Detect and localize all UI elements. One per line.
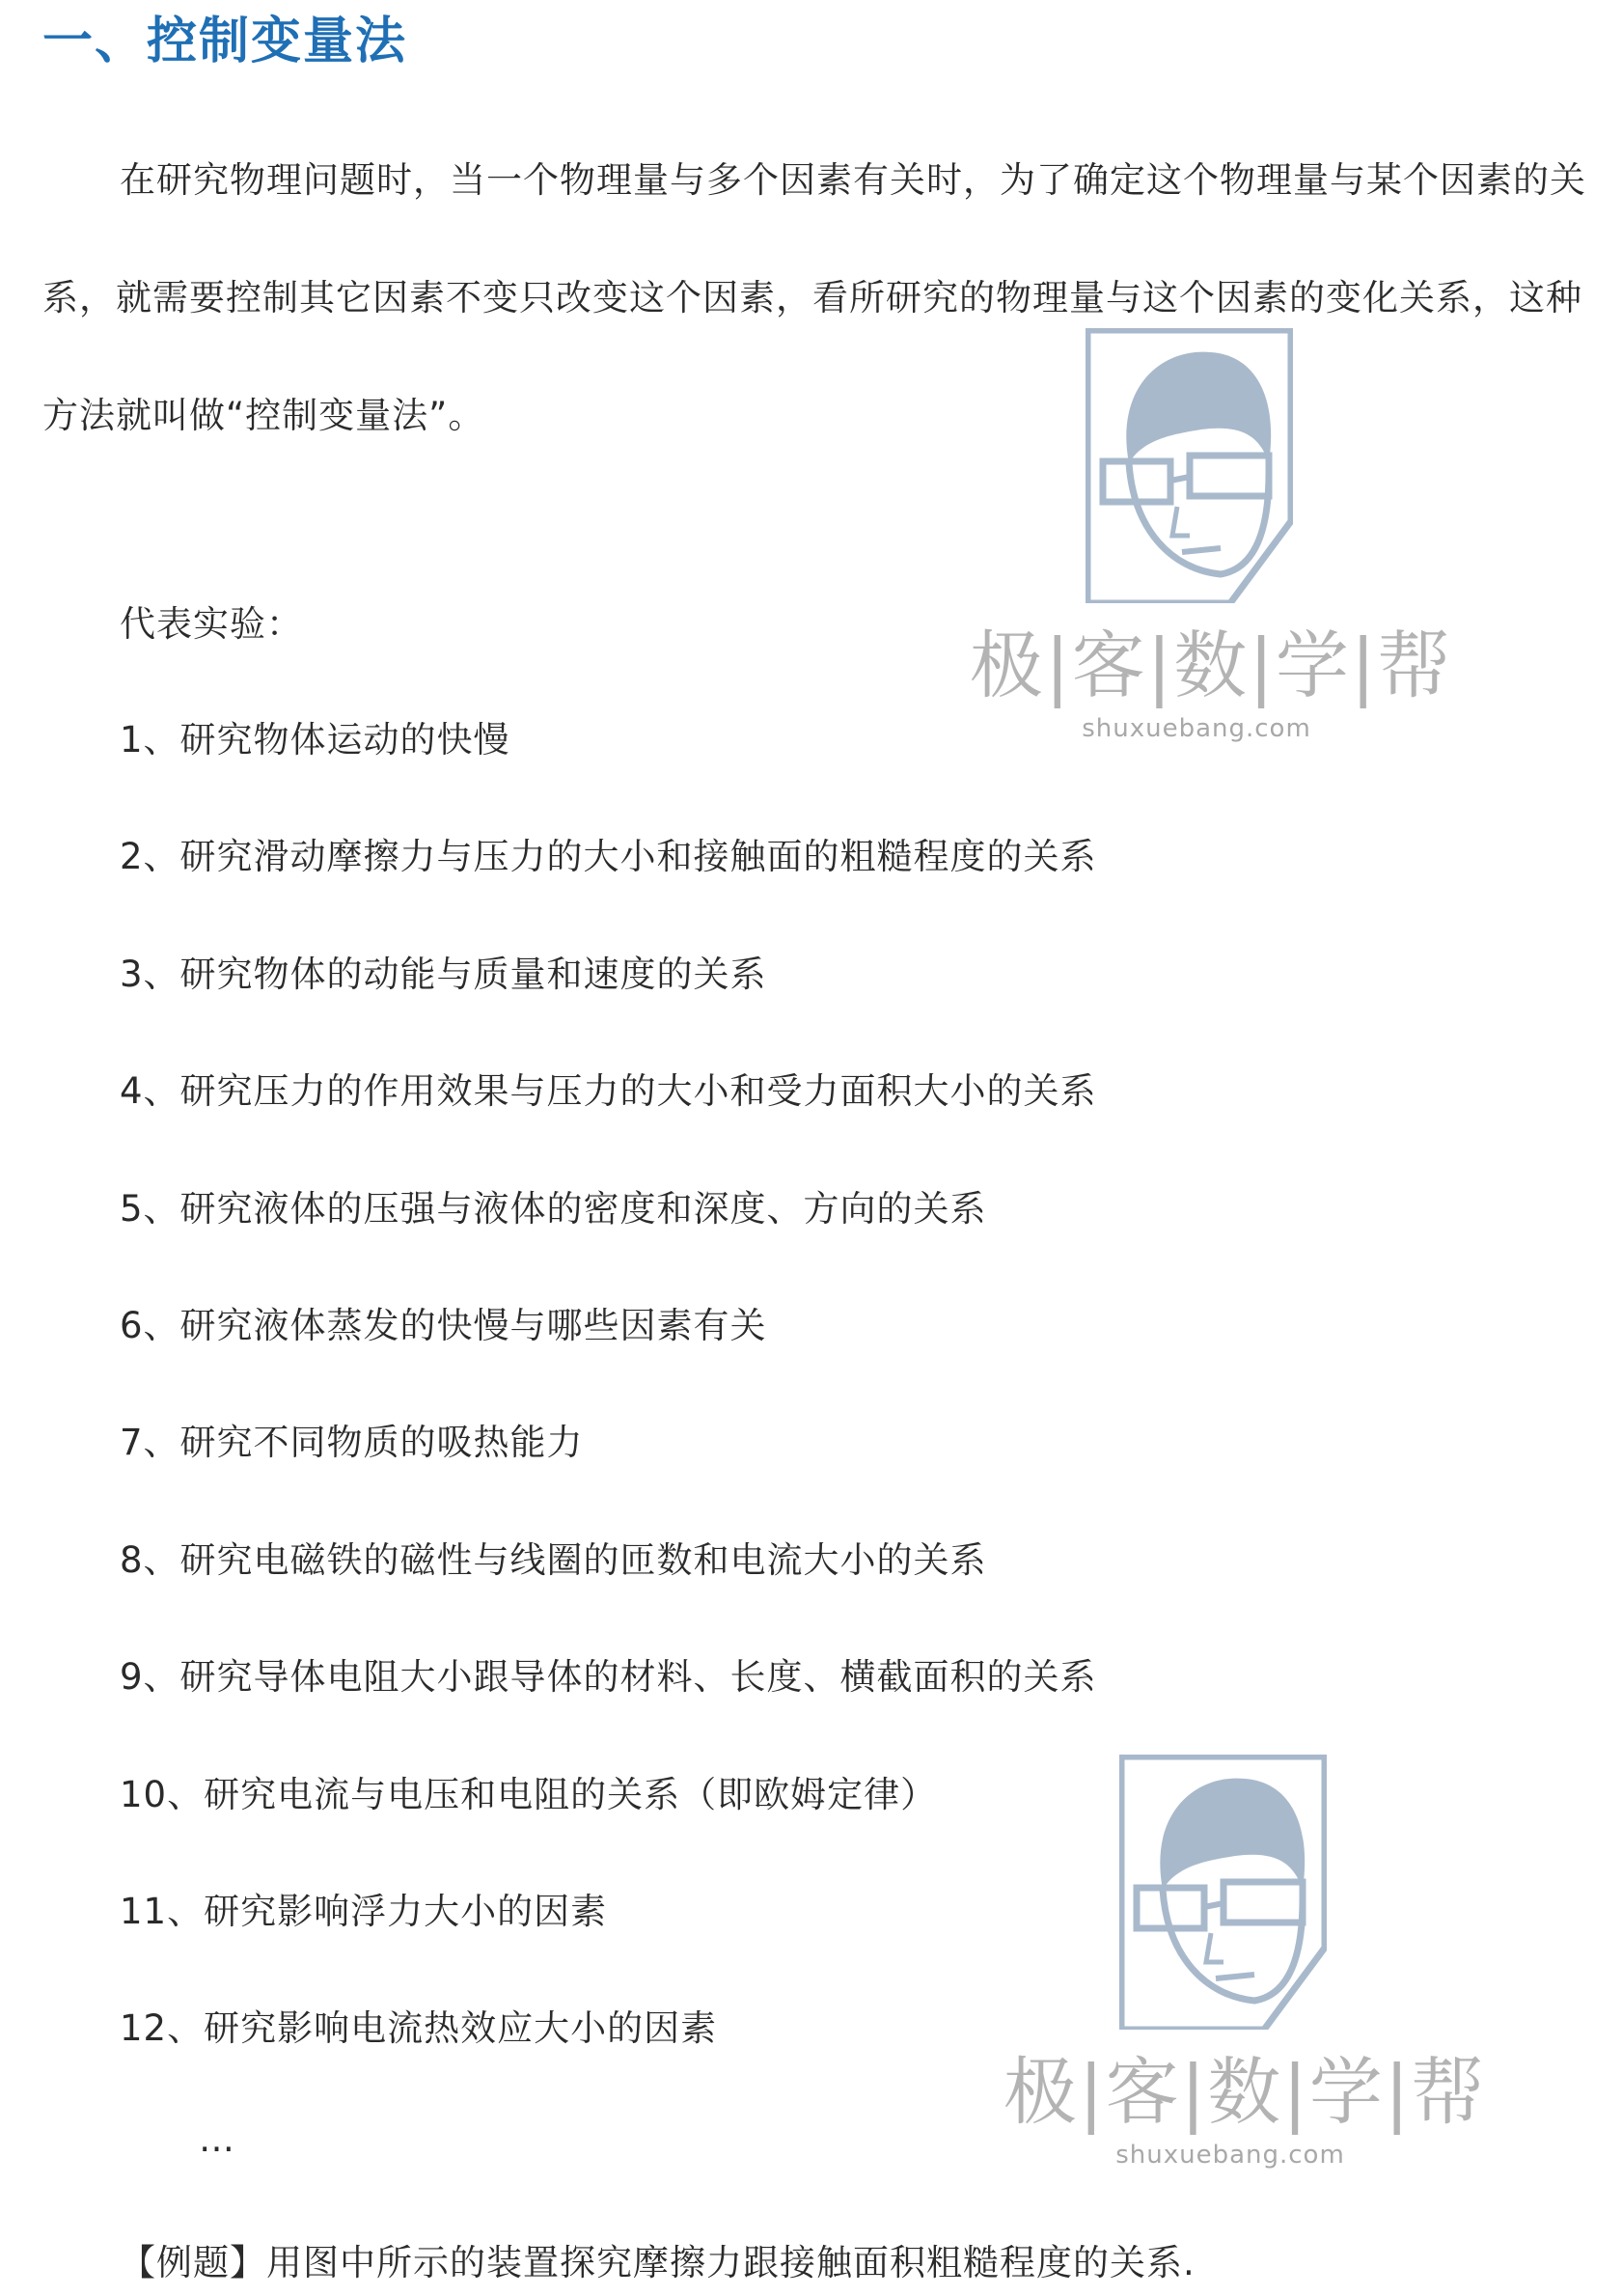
intro-paragraph: 在研究物理问题时，当一个物理量与多个因素有关时，为了确定这个物理量与某个因素的关系，就需要控制其它因素不变只改变这个因素，看所研究的物理量与这个因素的变化关系，这种方法就叫做“控制变量法”。 (42, 159, 1586, 436)
list-item: 5、研究液体的压强与液体的密度和深度、方向的关系 (120, 1187, 987, 1230)
list-item: 7、研究不同物质的吸热能力 (120, 1422, 584, 1464)
watermark-url: shuxuebang.com (1115, 2141, 1345, 2170)
list-item: 12、研究影响电流热效应大小的因素 (120, 2007, 718, 2050)
section-heading: 一、控制变量法 (42, 13, 408, 70)
example-question: 【例题】用图中所示的装置探究摩擦力跟接触面积粗糙程度的关系. (120, 2242, 1196, 2283)
watermark-url: shuxuebang.com (1082, 714, 1311, 743)
watermark-brand: 极|客|数|学|帮 (1003, 2049, 1487, 2135)
list-item: 6、研究液体蒸发的快慢与哪些因素有关 (120, 1304, 767, 1346)
list-item: 4、研究压力的作用效果与压力的大小和受力面积大小的关系 (120, 1070, 1097, 1113)
watermark-brand: 极|客|数|学|帮 (970, 622, 1453, 708)
list-item: 11、研究影响浮力大小的因素 (120, 1890, 608, 1932)
experiments-label: 代表实验： (120, 603, 303, 645)
watermark-avatar-icon (1119, 1755, 1327, 2030)
list-item: 2、研究滑动摩擦力与压力的大小和接触面的粗糙程度的关系 (120, 836, 1097, 878)
experiment-list (120, 716, 1097, 2122)
list-item: 10、研究电流与电压和电阻的关系（即欧姆定律） (120, 1773, 938, 1815)
list-item: 3、研究物体的动能与质量和速度的关系 (120, 953, 767, 995)
list-item: 8、研究电磁铁的磁性与线圈的匝数和电流大小的关系 (120, 1538, 987, 1581)
list-item: 1、研究物体运动的快慢 (120, 719, 510, 761)
list-item: 9、研究导体电阻大小跟导体的材料、长度、横截面积的关系 (120, 1656, 1097, 1699)
list-ellipsis: … (199, 2118, 236, 2160)
